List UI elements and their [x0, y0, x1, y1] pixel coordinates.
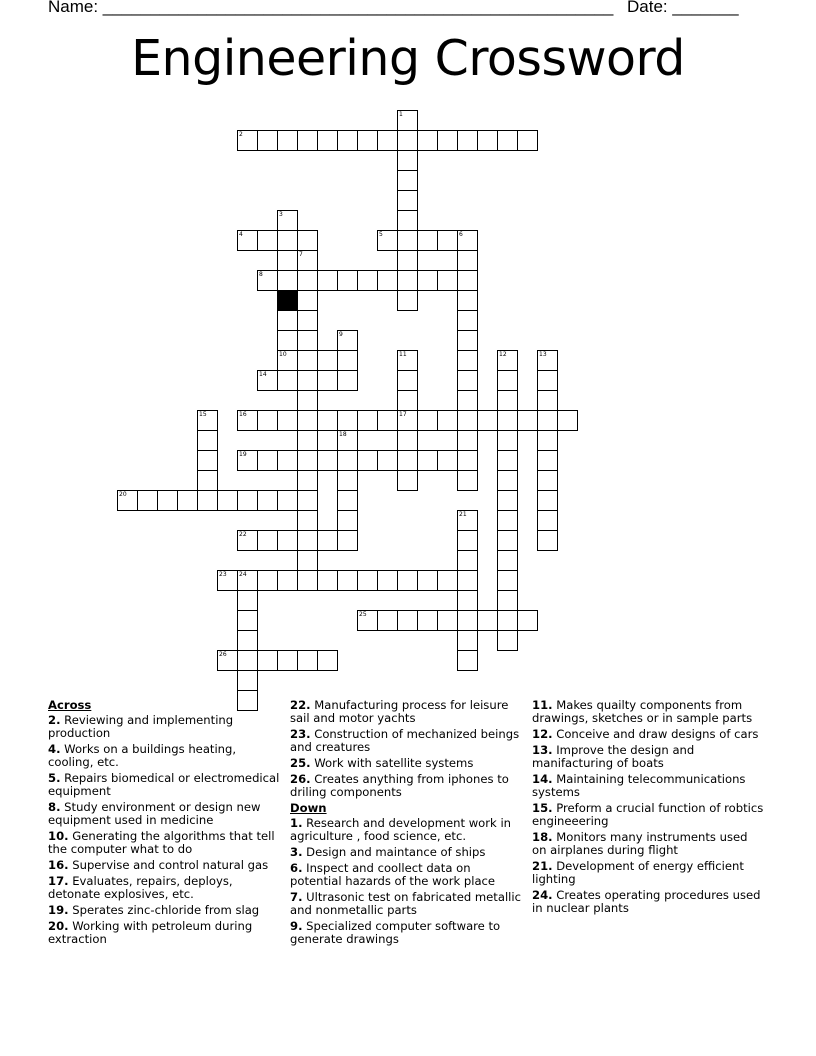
clue-text: Construction of mechanized beings and creatures [290, 727, 520, 754]
grid-cell[interactable] [257, 570, 278, 591]
clue-number: 18 [339, 431, 347, 438]
grid-cell[interactable] [437, 230, 458, 251]
grid-cell[interactable] [537, 410, 558, 431]
clue-text: Evaluates, repairs, deploys, detonate explosives, etc. [48, 874, 233, 901]
clue-number-label: 24. [532, 888, 553, 902]
grid-cell[interactable] [437, 130, 458, 151]
clue-item [290, 728, 522, 754]
grid-cell[interactable] [397, 150, 418, 171]
grid-cell[interactable] [397, 130, 418, 151]
clue-item [532, 831, 764, 857]
clue-number: 5 [379, 231, 383, 238]
grid-cell[interactable] [497, 490, 518, 511]
grid-cell[interactable] [497, 450, 518, 471]
grid-cell[interactable] [277, 230, 298, 251]
clue-number: 26 [219, 651, 227, 658]
grid-cell[interactable] [257, 530, 278, 551]
grid-cell[interactable] [377, 450, 398, 471]
grid-cell[interactable] [317, 530, 338, 551]
grid-cell[interactable] [397, 430, 418, 451]
clue-number: 10 [279, 351, 287, 358]
grid-cell[interactable] [397, 190, 418, 211]
clue-text: Manufacturing process for leisure sail and motor yachts [290, 698, 509, 725]
grid-cell[interactable] [237, 650, 258, 671]
grid-cell[interactable] [457, 250, 478, 271]
clue-item [48, 920, 280, 946]
clue-number-label: 14. [532, 772, 553, 786]
grid-cell[interactable] [457, 130, 478, 151]
clue-item [48, 714, 280, 740]
grid-cell[interactable] [277, 330, 298, 351]
grid-cell[interactable] [457, 450, 478, 471]
grid-cell[interactable] [277, 530, 298, 551]
grid-cell[interactable] [437, 270, 458, 291]
grid-cell[interactable] [197, 490, 218, 511]
grid-cell[interactable] [337, 350, 358, 371]
grid-cell[interactable] [437, 570, 458, 591]
grid-cell[interactable] [337, 470, 358, 491]
grid-cell[interactable] [537, 450, 558, 471]
grid-cell[interactable] [157, 490, 178, 511]
clue-item [48, 772, 280, 798]
grid-cell[interactable] [477, 130, 498, 151]
grid-cell[interactable] [417, 230, 438, 251]
clue-number: 12 [499, 351, 507, 358]
grid-cell[interactable] [377, 410, 398, 431]
clue-item [48, 859, 280, 872]
clue-column-1 [48, 699, 280, 949]
grid-cell[interactable] [237, 590, 258, 611]
clue-text: Sperates zinc-chloride from slag [68, 903, 260, 917]
grid-cell[interactable] [397, 290, 418, 311]
grid-cell[interactable] [497, 630, 518, 651]
clue-item [48, 801, 280, 827]
grid-cell[interactable] [297, 510, 318, 531]
clue-number-label: 5. [48, 771, 61, 785]
grid-cell[interactable] [317, 450, 338, 471]
clue-number-label: 15. [532, 801, 553, 815]
clue-number: 9 [339, 331, 343, 338]
clue-text: Work with satellite systems [310, 756, 474, 770]
grid-cell[interactable] [177, 490, 198, 511]
clue-column-2 [290, 699, 522, 949]
grid-cell[interactable] [337, 410, 358, 431]
grid-cell[interactable] [497, 370, 518, 391]
grid-cell[interactable] [237, 490, 258, 511]
clue-text: Creates operating procedures used in nuclear plants [532, 888, 761, 915]
clue-item [48, 875, 280, 901]
grid-cell[interactable] [557, 410, 578, 431]
clue-number-label: 9. [290, 919, 303, 933]
grid-cell[interactable] [257, 650, 278, 671]
grid-cell[interactable] [277, 370, 298, 391]
clue-number-label: 22. [290, 698, 311, 712]
clue-number: 20 [119, 491, 127, 498]
grid-cell[interactable] [457, 270, 478, 291]
grid-cell[interactable] [297, 350, 318, 371]
grid-cell[interactable] [397, 570, 418, 591]
clue-number-label: 26. [290, 772, 311, 786]
grid-cell[interactable] [277, 490, 298, 511]
grid-cell[interactable] [437, 410, 458, 431]
clue-number: 23 [219, 571, 227, 578]
clue-number: 1 [399, 111, 403, 118]
clue-text: Inspect and coollect data on potential hazards of the work place [290, 861, 496, 888]
grid-cell[interactable] [417, 270, 438, 291]
grid-cell[interactable] [297, 650, 318, 671]
grid-cell[interactable] [497, 470, 518, 491]
grid-cell[interactable] [317, 270, 338, 291]
grid-cell[interactable] [477, 610, 498, 631]
grid-cell[interactable] [457, 350, 478, 371]
clue-item [532, 699, 764, 725]
clue-text: Reviewing and implementing production [48, 713, 234, 740]
grid-cell[interactable] [397, 270, 418, 291]
clue-text: Preform a crucial function of robtics engineeering [532, 801, 764, 828]
grid-cell[interactable] [257, 410, 278, 431]
clue-number: 17 [399, 411, 407, 418]
down-heading: Down [290, 801, 327, 815]
clue-number-label: 11. [532, 698, 553, 712]
grid-cell[interactable] [237, 670, 258, 691]
name-field[interactable]: Name: ______________________________________________________ [48, 0, 614, 16]
grid-cell[interactable] [277, 250, 298, 271]
grid-cell[interactable] [517, 130, 538, 151]
clue-number: 3 [279, 211, 283, 218]
grid-cell[interactable] [257, 130, 278, 151]
grid-cell[interactable] [457, 290, 478, 311]
clue-number: 24 [239, 571, 247, 578]
clue-text: Conceive and draw designs of cars [552, 727, 759, 741]
grid-cell[interactable] [397, 210, 418, 231]
clue-item [48, 830, 280, 856]
grid-cell[interactable] [237, 610, 258, 631]
clue-number-label: 23. [290, 727, 311, 741]
grid-cell[interactable] [417, 130, 438, 151]
grid-cell[interactable] [397, 170, 418, 191]
grid-cell[interactable] [357, 570, 378, 591]
grid-cell[interactable] [297, 550, 318, 571]
clue-number: 4 [239, 231, 243, 238]
grid-cell[interactable] [357, 410, 378, 431]
grid-cell[interactable] [337, 570, 358, 591]
grid-cell[interactable] [417, 610, 438, 631]
grid-cell[interactable] [517, 610, 538, 631]
grid-cell[interactable] [497, 410, 518, 431]
grid-cell[interactable] [337, 490, 358, 511]
clue-number-label: 25. [290, 756, 311, 770]
grid-cell[interactable] [297, 570, 318, 591]
clue-number: 2 [239, 131, 243, 138]
grid-cell[interactable] [317, 350, 338, 371]
clue-number: 14 [259, 371, 267, 378]
grid-cell[interactable] [277, 270, 298, 291]
grid-cell[interactable] [297, 470, 318, 491]
grid-cell[interactable] [297, 330, 318, 351]
grid-cell[interactable] [197, 470, 218, 491]
grid-cell[interactable] [297, 430, 318, 451]
clue-text: Design and maintance of ships [302, 845, 486, 859]
date-field[interactable]: Date: _______ [627, 0, 739, 16]
clue-number: 13 [539, 351, 547, 358]
grid-cell[interactable] [537, 530, 558, 551]
clue-text: Works on a buildings heating, cooling, etc. [48, 742, 237, 769]
grid-cell[interactable] [497, 610, 518, 631]
grid-cell[interactable] [537, 390, 558, 411]
grid-cell[interactable] [537, 510, 558, 531]
grid-cell[interactable] [417, 410, 438, 431]
clue-item [290, 699, 522, 725]
grid-cell[interactable] [297, 390, 318, 411]
grid-cell[interactable] [497, 130, 518, 151]
clue-number-label: 4. [48, 742, 61, 756]
clue-number-label: 2. [48, 713, 61, 727]
grid-cell[interactable] [337, 530, 358, 551]
grid-cell[interactable] [297, 410, 318, 431]
clue-item [290, 891, 522, 917]
grid-cell[interactable] [457, 610, 478, 631]
clue-number: 7 [299, 251, 303, 258]
grid-cell[interactable] [397, 390, 418, 411]
clue-number-label: 13. [532, 743, 553, 757]
grid-cell[interactable] [537, 370, 558, 391]
grid-cell[interactable] [257, 230, 278, 251]
clue-text: Makes quailty components from drawings, sketches or in sample parts [532, 698, 753, 725]
grid-cell[interactable] [297, 530, 318, 551]
grid-cell[interactable] [337, 130, 358, 151]
clue-number: 8 [259, 271, 263, 278]
grid-cell[interactable] [197, 450, 218, 471]
clue-number: 22 [239, 531, 247, 538]
page-title: Engineering Crossword [131, 30, 685, 87]
clue-number: 21 [459, 511, 467, 518]
clue-column-3 [532, 699, 764, 918]
clue-number-label: 19. [48, 903, 69, 917]
grid-cell[interactable] [217, 490, 238, 511]
grid-cell[interactable] [457, 550, 478, 571]
blocked-cell [277, 290, 298, 311]
clue-item [532, 773, 764, 799]
grid-cell[interactable] [277, 310, 298, 331]
grid-cell[interactable] [297, 230, 318, 251]
grid-cell[interactable] [297, 310, 318, 331]
grid-cell[interactable] [257, 450, 278, 471]
grid-cell[interactable] [137, 490, 158, 511]
grid-cell[interactable] [297, 270, 318, 291]
clue-item [290, 920, 522, 946]
grid-cell[interactable] [237, 630, 258, 651]
clue-item [532, 802, 764, 828]
clue-text: Repairs biomedical or electromedical equipment [48, 771, 280, 798]
grid-cell[interactable] [257, 490, 278, 511]
grid-cell[interactable] [317, 650, 338, 671]
clue-text: Maintaining telecommunications systems [532, 772, 746, 799]
grid-cell[interactable] [377, 130, 398, 151]
grid-cell[interactable] [457, 650, 478, 671]
clue-item [532, 744, 764, 770]
grid-cell[interactable] [317, 370, 338, 391]
grid-cell[interactable] [397, 450, 418, 471]
grid-cell[interactable] [457, 470, 478, 491]
grid-cell[interactable] [377, 610, 398, 631]
grid-cell[interactable] [437, 610, 458, 631]
grid-cell[interactable] [497, 530, 518, 551]
clue-number-label: 16. [48, 858, 69, 872]
grid-cell[interactable] [317, 130, 338, 151]
grid-cell[interactable] [457, 430, 478, 451]
grid-cell[interactable] [357, 270, 378, 291]
grid-cell[interactable] [537, 490, 558, 511]
clue-number-label: 12. [532, 727, 553, 741]
clue-number: 11 [399, 351, 407, 358]
clue-text: Generating the algorithms that tell the computer what to do [48, 829, 275, 856]
grid-cell[interactable] [337, 510, 358, 531]
clue-number-label: 3. [290, 845, 303, 859]
clue-item [532, 728, 764, 741]
clue-text: Research and development work in agriculture , food science, etc. [290, 816, 512, 843]
clue-item [532, 889, 764, 915]
clue-number-label: 17. [48, 874, 69, 888]
clue-number-label: 8. [48, 800, 61, 814]
grid-cell[interactable] [457, 370, 478, 391]
grid-cell[interactable] [517, 410, 538, 431]
grid-cell[interactable] [457, 630, 478, 651]
clue-number-label: 7. [290, 890, 303, 904]
grid-cell[interactable] [497, 430, 518, 451]
across-heading: Across [48, 698, 92, 712]
grid-cell[interactable] [537, 430, 558, 451]
clue-text: Creates anything from iphones to driling components [290, 772, 509, 799]
clue-number-label: 1. [290, 816, 303, 830]
clue-number: 19 [239, 451, 247, 458]
clue-number: 16 [239, 411, 247, 418]
grid-cell[interactable] [337, 450, 358, 471]
grid-cell[interactable] [397, 470, 418, 491]
grid-cell[interactable] [277, 650, 298, 671]
grid-cell[interactable] [277, 570, 298, 591]
grid-cell[interactable] [417, 570, 438, 591]
grid-cell[interactable] [457, 590, 478, 611]
clue-number-label: 6. [290, 861, 303, 875]
grid-cell[interactable] [197, 430, 218, 451]
clue-text: Supervise and control natural gas [68, 858, 269, 872]
clue-number: 25 [359, 611, 367, 618]
clue-item [290, 862, 522, 888]
clue-number: 15 [199, 411, 207, 418]
grid-cell[interactable] [497, 590, 518, 611]
grid-cell[interactable] [397, 230, 418, 251]
grid-cell[interactable] [357, 130, 378, 151]
grid-cell[interactable] [397, 610, 418, 631]
clue-item [290, 757, 522, 770]
clue-number: 6 [459, 231, 463, 238]
grid-cell[interactable] [317, 570, 338, 591]
grid-cell[interactable] [377, 570, 398, 591]
grid-cell[interactable] [457, 570, 478, 591]
grid-cell[interactable] [397, 250, 418, 271]
grid-cell[interactable] [297, 370, 318, 391]
grid-cell[interactable] [297, 450, 318, 471]
grid-cell[interactable] [497, 550, 518, 571]
grid-cell[interactable] [337, 370, 358, 391]
grid-cell[interactable] [457, 310, 478, 331]
grid-cell[interactable] [317, 410, 338, 431]
grid-cell[interactable] [297, 290, 318, 311]
grid-cell[interactable] [277, 130, 298, 151]
grid-cell[interactable] [497, 390, 518, 411]
clue-number-label: 21. [532, 859, 553, 873]
clue-number-label: 18. [532, 830, 553, 844]
grid-cell[interactable] [417, 450, 438, 471]
grid-cell[interactable] [297, 490, 318, 511]
clue-text: Working with petroleum during extraction [48, 919, 253, 946]
grid-cell[interactable] [357, 450, 378, 471]
grid-cell[interactable] [537, 470, 558, 491]
clue-text: Improve the design and manifacturing of boats [532, 743, 695, 770]
grid-cell[interactable] [477, 410, 498, 431]
clue-item [290, 773, 522, 799]
clue-item [290, 846, 522, 859]
clue-text: Specialized computer software to generate drawings [290, 919, 501, 946]
grid-cell[interactable] [457, 530, 478, 551]
clue-item [532, 860, 764, 886]
grid-cell[interactable] [297, 130, 318, 151]
grid-cell[interactable] [277, 450, 298, 471]
grid-cell[interactable] [457, 330, 478, 351]
clue-number-label: 20. [48, 919, 69, 933]
clue-text: Ultrasonic test on fabricated metallic and nonmetallic parts [290, 890, 521, 917]
clue-item [290, 817, 522, 843]
clue-text: Development of energy efficient lighting [532, 859, 744, 886]
grid-cell[interactable] [497, 510, 518, 531]
clue-item [48, 743, 280, 769]
grid-cell[interactable] [437, 450, 458, 471]
clue-item [48, 904, 280, 917]
grid-cell[interactable] [377, 270, 398, 291]
clue-text: Monitors many instruments used on airplanes during flight [532, 830, 748, 857]
grid-cell[interactable] [397, 370, 418, 391]
clue-text: Study environment or design new equipment used in medicine [48, 800, 261, 827]
grid-cell[interactable] [457, 410, 478, 431]
clue-number-label: 10. [48, 829, 69, 843]
grid-cell[interactable] [497, 570, 518, 591]
grid-cell[interactable] [337, 270, 358, 291]
grid-cell[interactable] [457, 390, 478, 411]
grid-cell[interactable] [277, 410, 298, 431]
